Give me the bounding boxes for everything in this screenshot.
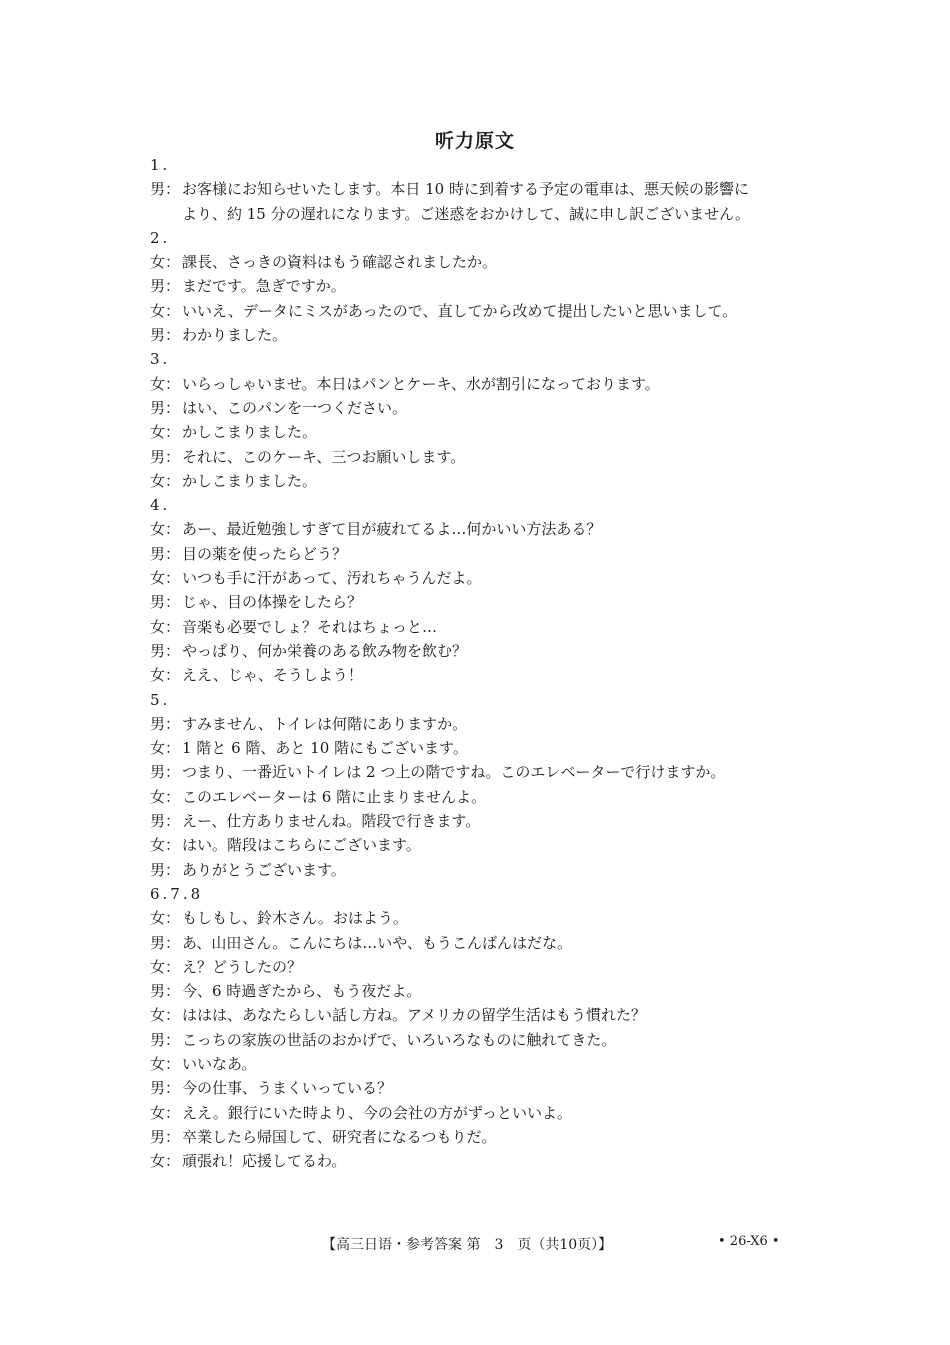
dialogue-line	[150, 566, 830, 590]
speaker-label: 男：	[150, 860, 181, 879]
dialogue-line	[150, 1003, 830, 1027]
dialogue-line	[150, 809, 830, 833]
utterance-text: それに、このケーキ、三つお願いします。	[182, 447, 466, 466]
question-number: 1.	[150, 156, 171, 174]
utterance-text: じゃ、目の体操をしたら？	[182, 593, 363, 612]
utterance-text: あ、山田さん。こんにちは…いや、もうこんばんはだな。	[182, 933, 573, 952]
utterance-text: あー、最近勉強しすぎて目が疲れてるよ…何かいい方法ある？	[182, 520, 602, 539]
speaker-label: 男：	[150, 1127, 181, 1146]
dialogue-line	[150, 1125, 830, 1149]
dialogue-line-continuation: より、約 15 分の遅れになります。ご迷惑をおかけして、誠に申し訳ございません。	[182, 204, 751, 223]
speaker-label: 女：	[150, 666, 181, 685]
utterance-text: わかりました。	[182, 326, 288, 345]
question-number: 3.	[150, 350, 171, 369]
speaker-label: 男：	[150, 982, 181, 1001]
utterance-text: ははは、あなたらしい話し方ね。アメリカの留学生活はもう慣れた？	[182, 1006, 646, 1025]
speaker-label: 男：	[150, 1030, 181, 1049]
speaker-label: 女：	[150, 1054, 181, 1073]
utterance-text: いつも手に汗があって、汚れちゃうんだよ。	[182, 569, 482, 588]
dialogue-line	[150, 445, 830, 469]
dialogue-line	[150, 1028, 830, 1052]
utterance-text: はい。階段はこちらにございます。	[182, 836, 421, 855]
dialogue-line	[150, 615, 830, 639]
dialogue-line	[150, 1149, 830, 1173]
utterance-text: こっちの家族の世話のおかげで、いろいろなものに触れてきた。	[182, 1030, 617, 1049]
dialogue-line	[150, 663, 830, 687]
dialogue-line	[150, 785, 830, 809]
utterance-text: 今、6 時過ぎたから、もう夜だよ。	[182, 982, 422, 1001]
dialogue-line	[150, 833, 830, 857]
speaker-label: 男：	[150, 326, 181, 345]
utterance-text: 課長、さっきの資料はもう確認されましたか。	[182, 253, 498, 272]
dialogue-line	[150, 250, 830, 274]
speaker-label: 男：	[150, 544, 181, 563]
speaker-label: 女：	[150, 957, 181, 976]
utterance-text: いいえ、データにミスがあったので、直してから改めて提出したいと思いまして。	[182, 301, 738, 320]
speaker-label: 女：	[150, 1152, 181, 1171]
transcript-body	[150, 153, 830, 1173]
dialogue-line	[150, 736, 830, 760]
dialogue-line	[150, 274, 830, 298]
speaker-label: 女：	[150, 739, 181, 758]
dialogue-line	[150, 1076, 830, 1100]
utterance-text: お客様にお知らせいたします。本日 10 時に到着する予定の電車は、悪天候の影響に	[182, 180, 749, 199]
speaker-label: 男：	[150, 1079, 181, 1098]
speaker-label: 女：	[150, 1103, 181, 1122]
dialogue-line	[150, 396, 830, 420]
dialogue-line	[150, 372, 830, 396]
dialogue-line	[150, 420, 830, 444]
speaker-label: 男：	[150, 180, 181, 199]
speaker-label: 男：	[150, 447, 181, 466]
utterance-text: つまり、一番近いトイレは 2 つ上の階ですね。このエレベーターで行けますか。	[182, 763, 726, 782]
utterance-text: ええ。銀行にいた時より、今の会社の方がずっといいよ。	[182, 1103, 573, 1122]
dialogue-line	[150, 906, 830, 930]
utterance-text: 1 階と 6 階、あと 10 階にもございます。	[182, 739, 468, 758]
utterance-text: はい、このパンを一つください。	[182, 398, 408, 417]
dialogue-line	[150, 760, 830, 784]
dialogue-line	[150, 323, 830, 347]
document-title: 听力原文	[434, 130, 515, 152]
dialogue-line	[150, 639, 830, 663]
utterance-text: え？どうしたの？	[182, 957, 303, 976]
utterance-text: ありがとうございます。	[182, 860, 346, 879]
utterance-text: 目の薬を使ったらどう？	[182, 544, 348, 563]
page-code: • 26-X6 •	[718, 1234, 780, 1249]
dialogue-line	[150, 299, 830, 323]
dialogue-line	[150, 177, 830, 201]
utterance-text: 頑張れ！応援してるわ。	[182, 1152, 347, 1171]
speaker-label: 女：	[150, 1006, 181, 1025]
speaker-label: 女：	[150, 836, 181, 855]
utterance-text: 音楽も必要でしょ？それはちょっと…	[182, 617, 438, 636]
speaker-label: 男：	[150, 933, 181, 952]
utterance-text: いらっしゃいませ。本日はパンとケーキ、水が割引になっております。	[182, 374, 660, 393]
utterance-text: すみません、トイレは何階にありますか。	[182, 714, 468, 733]
dialogue-line	[150, 712, 830, 736]
speaker-label: 女：	[150, 374, 181, 393]
speaker-label: 男：	[150, 763, 181, 782]
utterance-text: もしもし、鈴木さん。おはよう。	[182, 909, 408, 928]
speaker-label: 女：	[150, 787, 181, 806]
dialogue-line	[150, 1052, 830, 1076]
dialogue-line	[150, 517, 830, 541]
utterance-text: やっぱり、何か栄養のある飲み物を飲む？	[182, 641, 468, 660]
utterance-text: ええ、じゃ、そうしよう！	[182, 666, 363, 685]
question-number: 2.	[150, 228, 171, 247]
dialogue-line	[150, 1101, 830, 1125]
speaker-label: 男：	[150, 593, 181, 612]
utterance-text: かしこまりました。	[182, 471, 318, 490]
question-number: 4.	[150, 496, 171, 515]
speaker-label: 女：	[150, 569, 181, 588]
speaker-label: 男：	[150, 714, 181, 733]
question-number: 5.	[150, 690, 171, 709]
utterance-text: えー、仕方ありませんね。階段で行きます。	[182, 812, 481, 831]
speaker-label: 男：	[150, 398, 181, 417]
speaker-label: 男：	[150, 812, 181, 831]
dialogue-line	[150, 955, 830, 979]
utterance-text: かしこまりました。	[182, 423, 318, 442]
dialogue-line	[150, 858, 830, 882]
dialogue-line	[150, 931, 830, 955]
question-number: 6.7.8	[150, 884, 204, 903]
dialogue-line	[150, 542, 830, 566]
speaker-label: 女：	[150, 909, 181, 928]
speaker-label: 女：	[150, 617, 181, 636]
dialogue-line	[150, 469, 830, 493]
utterance-text: このエレベーターは 6 階に止まりませんよ。	[182, 787, 487, 806]
speaker-label: 女：	[150, 423, 181, 442]
speaker-label: 男：	[150, 641, 181, 660]
speaker-label: 女：	[150, 253, 181, 272]
speaker-label: 女：	[150, 301, 181, 320]
speaker-label: 女：	[150, 471, 181, 490]
utterance-text: いいなあ。	[182, 1054, 257, 1073]
speaker-label: 男：	[150, 277, 181, 296]
dialogue-line	[150, 979, 830, 1003]
utterance-text: 卒業したら帰国して、研究者になるつもりだ。	[182, 1127, 497, 1146]
utterance-text: まだです。急ぎですか。	[182, 277, 346, 296]
speaker-label: 女：	[150, 520, 181, 539]
utterance-text: 今の仕事、うまくいっている？	[182, 1079, 393, 1098]
dialogue-line	[150, 590, 830, 614]
page-footer: 【高三日语・参考答案 第 3 页（共10页）】	[322, 1237, 613, 1253]
